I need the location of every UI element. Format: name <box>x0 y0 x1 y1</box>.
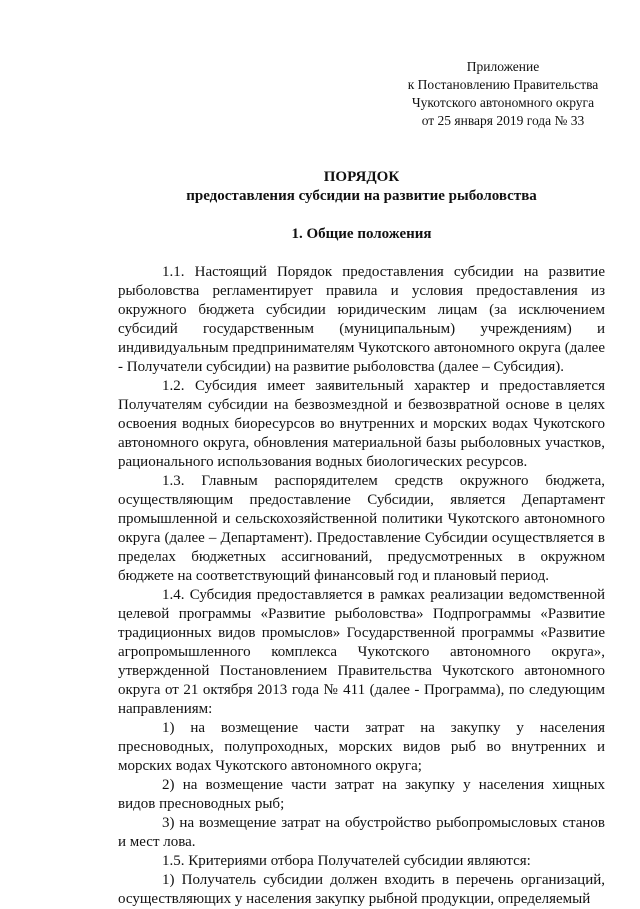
paragraph-item-3: 3) на возмещение затрат на обустройство рыбопромысловых станов и мест лова. <box>118 815 605 850</box>
paragraph-1-2: 1.2. Субсидия имеет заявительный характер и предоставляется Получателям субсидии на безвозмездной и безвозвратной основе в целях освоения водных биоресурсов во внутренних и морских водах Чукотского автономного округа, обновления материальной базы рыболовных участков, рационального использования водных биологических ресурсов. <box>118 378 605 470</box>
paragraph-1-1: 1.1. Настоящий Порядок предоставления субсидии на развитие рыболовства регламентирует правила и условия предоставления из окружного бюджета субсидии юридическим лицам (за исключением субсидий государственным (муниципальным) учреждениям) и индивидуальным предпринимателям Чукотского автономного округа (далее - Получатели субсидии) на развитие рыболовства (далее – Субсидия). <box>118 264 605 375</box>
appendix-line-3: Чукотского автономного округа <box>411 95 595 110</box>
paragraph-1-3: 1.3. Главным распорядителем средств окружного бюджета, осуществляющим предоставление Субсидии, является Департамент промышленной и сельскохозяйственной политики Чукотского автономного округа (далее – Департамент). Предоставление Субсидии осуществляется в пределах бюджетных ассигнований, предусмотренных в окружном бюджете на соответствующий финансовый год и плановый период. <box>118 473 605 584</box>
document-body <box>118 263 605 909</box>
paragraph-1-4: 1.4. Субсидия предоставляется в рамках реализации ведомственной целевой программы «Развитие рыболовства» Подпрограммы «Развитие традиционных видов промыслов» Государственной программы «Развитие агропромышленного комплекса Чукотского автономного округа», утвержденной Постановлением Правительства Чукотского автономного округа от 21 октября 2013 года № 411 (далее - Программа), по следующим направлениям: <box>118 587 605 717</box>
document-subtitle: предоставления субсидии на развитие рыболовства <box>186 188 537 204</box>
appendix-block <box>393 58 613 130</box>
paragraph-item-1: 1) на возмещение части затрат на закупку у населения пресноводных, полупроходных, морских видов рыб во внутренних и морских водах Чукотского автономного округа; <box>118 720 605 774</box>
paragraph-criteria-1: 1) Получатель субсидии должен входить в перечень организаций, осуществляющих у населения закупку рыбной продукции, определяемый <box>118 872 605 907</box>
document-title: ПОРЯДОК <box>323 169 400 185</box>
section-heading: 1. Общие положения <box>291 226 432 242</box>
appendix-line-2: к Постановлению Правительства <box>407 77 599 92</box>
appendix-line-1: Приложение <box>466 59 540 74</box>
paragraph-item-2: 2) на возмещение части затрат на закупку у населения хищных видов пресноводных рыб; <box>118 777 605 812</box>
appendix-line-4: от 25 января 2019 года № 33 <box>421 113 585 128</box>
paragraph-1-5: 1.5. Критериями отбора Получателей субсидии являются: <box>162 853 531 869</box>
